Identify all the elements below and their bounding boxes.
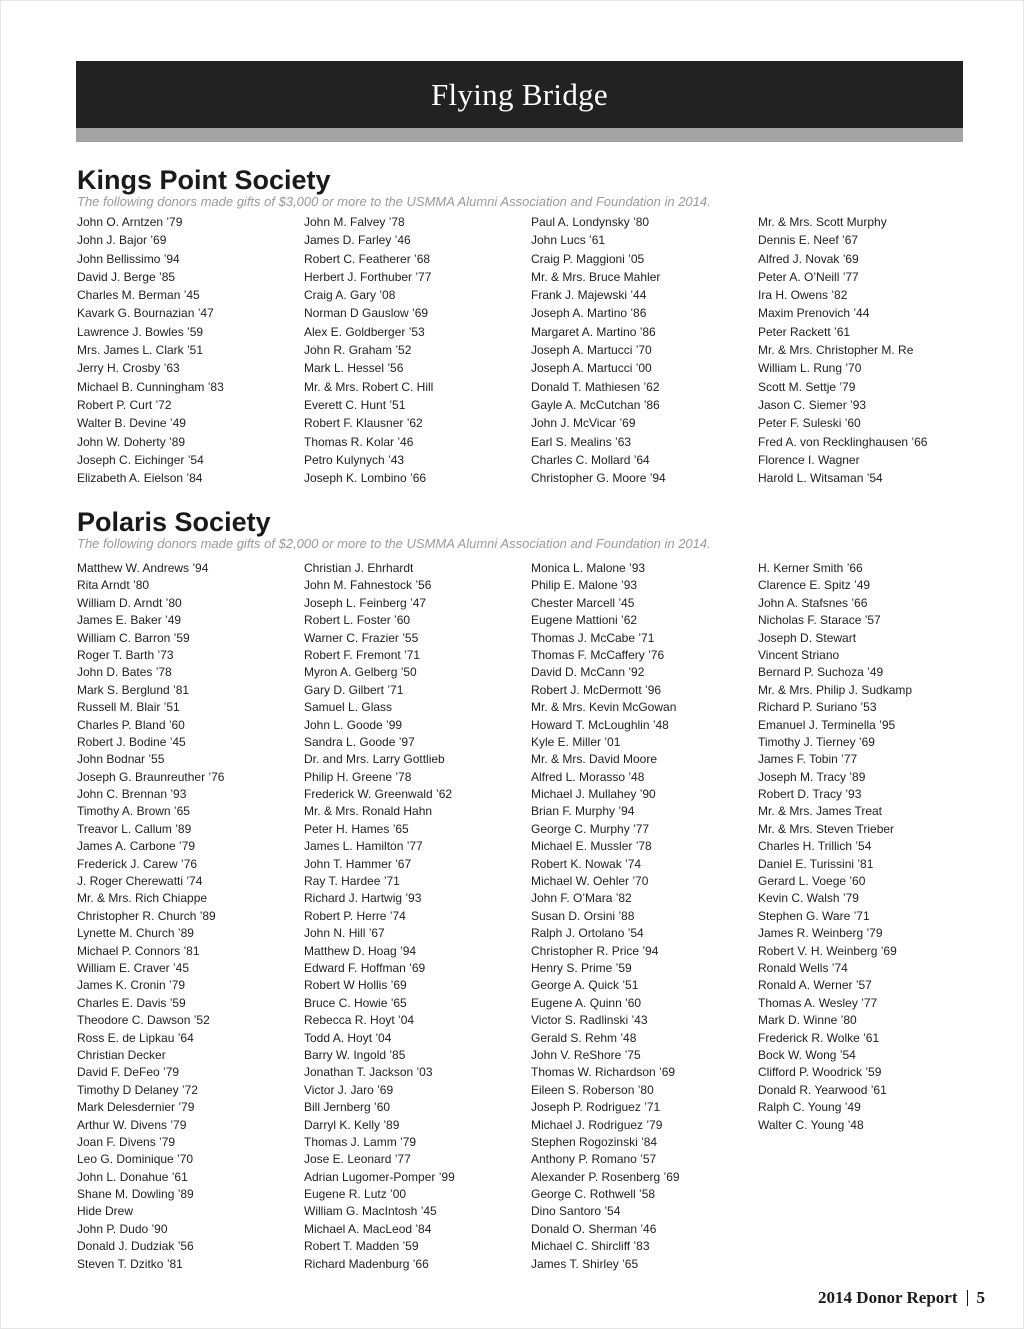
- donor-name: Clarence E. Spitz ’49: [758, 578, 871, 593]
- donor-name: Edward F. Hoffman ’69: [304, 960, 426, 975]
- donor-name: Joseph K. Lombino ’66: [304, 471, 427, 486]
- donor-name: Christopher R. Church ’89: [77, 908, 216, 923]
- donor-name: Elizabeth A. Eielson ’84: [77, 471, 203, 486]
- donor-name: William E. Craver ’45: [77, 960, 190, 975]
- donor-name: Herbert J. Forthuber ’77: [304, 269, 432, 284]
- donor-name: Mr. & Mrs. Ronald Hahn: [304, 804, 433, 819]
- donor-name: James R. Weinberg ’79: [758, 926, 883, 941]
- donor-name: Peter A. O’Neill ’77: [758, 269, 859, 284]
- donor-name: Roger T. Barth ’73: [77, 647, 174, 662]
- donor-name: Robert J. McDermott ’96: [531, 682, 662, 697]
- donor-name: James T. Shirley ’65: [531, 1256, 639, 1271]
- donor-column: [758, 560, 985, 1273]
- donor-column: [758, 213, 985, 487]
- donor-name: Michael W. Oehler ’70: [531, 874, 649, 889]
- donor-name: Robert C. Featherer ’68: [304, 251, 431, 266]
- donor-name: John Bellissimo ’94: [77, 251, 180, 266]
- donor-name: Victor S. Radlinski ’43: [531, 1013, 648, 1028]
- donor-name: Ray T. Hardee ’71: [304, 874, 400, 889]
- donor-name: Robert V. H. Weinberg ’69: [758, 943, 897, 958]
- donor-name: Timothy A. Brown ’65: [77, 804, 190, 819]
- donor-name: Robert K. Nowak ’74: [531, 856, 642, 871]
- donor-name: Kyle E. Miller ’01: [531, 734, 621, 749]
- donor-name: Norman D Gauslow ’69: [304, 306, 429, 321]
- donor-name: Kavark G. Bournazian ’47: [77, 306, 214, 321]
- donor-name: Ralph C. Young ’49: [758, 1100, 861, 1115]
- donor-name: Stephen G. Ware ’71: [758, 908, 870, 923]
- donor-name: John O. Arntzen ’79: [77, 215, 183, 229]
- donor-name: David J. Berge ’85: [77, 269, 176, 284]
- donor-name: Frederick J. Carew ’76: [77, 856, 198, 871]
- donor-name: Peter F. Suleski ’60: [758, 416, 861, 431]
- donor-name: Frank J. Majewski ’44: [531, 288, 647, 303]
- donor-name: Rebecca R. Hoyt ’04: [304, 1013, 415, 1028]
- donor-name: Mr. & Mrs. James Treat: [758, 804, 883, 819]
- donor-name: Samuel L. Glass: [304, 700, 393, 715]
- donor-column: [77, 213, 304, 487]
- donor-name: William G. MacIntosh ’45: [304, 1204, 437, 1219]
- donor-name: James L. Hamilton ’77: [304, 839, 423, 854]
- donor-name: Margaret A. Martino ’86: [531, 324, 656, 339]
- donor-name: Michael C. Shircliff ’83: [531, 1239, 650, 1254]
- donor-name: Gerard L. Voege ’60: [758, 874, 866, 889]
- donor-name: Charles M. Berman ’45: [77, 288, 200, 303]
- donor-name: Alexander P. Rosenberg ’69: [531, 1169, 680, 1184]
- donor-column: [304, 213, 531, 487]
- donor-name: Joseph A. Martino ’86: [531, 306, 647, 321]
- donor-name: John W. Doherty ’89: [77, 434, 186, 449]
- donor-name: Dino Santoro ’54: [531, 1204, 621, 1219]
- donor-name: Michael J. Rodriguez ’79: [531, 1117, 663, 1132]
- donor-name: Adrian Lugomer-Pomper ’99: [304, 1169, 455, 1184]
- donor-name: Donald O. Sherman ’46: [531, 1221, 657, 1236]
- banner-rule: [76, 128, 963, 142]
- donor-name: Gary D. Gilbert ’71: [304, 682, 404, 697]
- donor-name: Lawrence J. Bowles ’59: [77, 324, 204, 339]
- donor-name: Alex E. Goldberger ’53: [304, 324, 425, 339]
- donor-name: Treavor L. Callum ’89: [77, 821, 192, 836]
- donor-name: H. Kerner Smith ’66: [758, 561, 863, 575]
- donor-name: Robert D. Tracy ’93: [758, 787, 862, 802]
- donor-name: Mark L. Hessel ’56: [304, 361, 404, 376]
- donor-name: John D. Bates ’78: [77, 665, 172, 680]
- donor-name: Walter B. Devine ’49: [77, 416, 186, 431]
- page-header-banner: [76, 61, 963, 128]
- donor-name: Dr. and Mrs. Larry Gottlieb: [304, 752, 445, 767]
- donor-name: Clifford P. Woodrick ’59: [758, 1065, 882, 1080]
- donor-name: Joseph A. Martucci ’70: [531, 343, 652, 358]
- donor-name: Robert W Hollis ’69: [304, 978, 407, 993]
- donor-name: J. Roger Cherewatti ’74: [77, 874, 203, 889]
- donor-name: Walter C. Young ’48: [758, 1117, 864, 1132]
- donor-name: Jason C. Siemer ’93: [758, 397, 867, 412]
- donor-name: William L. Rung ’70: [758, 361, 862, 376]
- donor-name: Robert J. Bodine ’45: [77, 734, 186, 749]
- donor-name: Robert P. Curt ’72: [77, 397, 172, 412]
- section-title: Kings Point Society: [77, 165, 331, 195]
- donor-name: Scott M. Settje ’79: [758, 379, 856, 394]
- donor-name: Mark D. Winne ’80: [758, 1013, 857, 1028]
- donor-name: John Bodnar ’55: [77, 752, 165, 767]
- donor-name: Susan D. Orsini ’88: [531, 908, 635, 923]
- donor-name: John N. Hill ’67: [304, 926, 385, 941]
- donor-name: Mr. & Mrs. Philip J. Sudkamp: [758, 682, 913, 697]
- donor-name: Vincent Striano: [758, 647, 840, 662]
- page-number: 5: [976, 1288, 985, 1307]
- donor-name: Russell M. Blair ’51: [77, 700, 180, 715]
- donor-name: Robert F. Klausner ’62: [304, 416, 423, 431]
- donor-name: John Lucs ’61: [531, 233, 606, 248]
- donor-name: John R. Graham ’52: [304, 343, 412, 358]
- donor-name: Mr. & Mrs. Rich Chiappe: [77, 891, 208, 906]
- donor-name: Alfred L. Morasso ’48: [531, 769, 645, 784]
- donor-name: Robert T. Madden ’59: [304, 1239, 419, 1254]
- donor-name: Michael J. Mullahey ’90: [531, 787, 656, 802]
- donor-name: Fred A. von Recklinghausen ’66: [758, 434, 928, 449]
- donor-name: Theodore C. Dawson ’52: [77, 1013, 210, 1028]
- donor-name: James D. Farley ’46: [304, 233, 411, 248]
- donor-name: Philip E. Malone ’93: [531, 578, 638, 593]
- donor-name: Thomas F. McCaffery ’76: [531, 647, 665, 662]
- donor-name: Thomas R. Kolar ’46: [304, 434, 414, 449]
- footer-separator: [967, 1290, 968, 1306]
- donor-name: Joseph C. Eichinger ’54: [77, 452, 204, 467]
- donor-column: [304, 560, 531, 1273]
- donor-name: John M. Fahnestock ’56: [304, 578, 432, 593]
- donor-name: Paul A. Londynsky ’80: [531, 215, 650, 229]
- donor-name: Ronald Wells ’74: [758, 960, 848, 975]
- donor-name: Joseph M. Tracy ’89: [758, 769, 866, 784]
- report-title: 2014 Donor Report: [818, 1288, 958, 1307]
- donor-name: Jerry H. Crosby ’63: [77, 361, 180, 376]
- donor-name: Chester Marcell ’45: [531, 595, 635, 610]
- donor-name: Mr. & Mrs. Christopher M. Re: [758, 343, 914, 358]
- donor-name: Myron A. Gelberg ’50: [304, 665, 417, 680]
- donor-name: Arthur W. Divens ’79: [77, 1117, 187, 1132]
- donor-name: Jose E. Leonard ’77: [304, 1152, 411, 1167]
- donor-name: Thomas J. Lamm ’79: [304, 1134, 417, 1149]
- donor-name: John L. Donahue ’61: [77, 1169, 188, 1184]
- donor-name: John L. Goode ’99: [304, 717, 403, 732]
- donor-name: Thomas J. McCabe ’71: [531, 630, 655, 645]
- donor-name: James F. Tobin ’77: [758, 752, 858, 767]
- donor-name: Steven T. Dzitko ’81: [77, 1256, 183, 1271]
- donor-name: Brian F. Murphy ’94: [531, 804, 635, 819]
- donor-name: Charles H. Trillich ’54: [758, 839, 872, 854]
- donor-name: Shane M. Dowling ’89: [77, 1187, 194, 1202]
- donor-name: Mark Delesdernier ’79: [77, 1100, 195, 1115]
- donor-name: Harold L. Witsaman ’54: [758, 471, 883, 486]
- donor-name: Eugene Mattioni ’62: [531, 613, 638, 628]
- donor-name: Michael B. Cunningham ’83: [77, 379, 224, 394]
- donor-name: John P. Dudo ’90: [77, 1221, 168, 1236]
- donor-name: Mark S. Berglund ’81: [77, 682, 190, 697]
- donor-name: Richard P. Suriano ’53: [758, 700, 877, 715]
- donor-name: Joseph L. Feinberg ’47: [304, 595, 427, 610]
- donor-name: Richard Madenburg ’66: [304, 1256, 429, 1271]
- donor-name: Charles P. Bland ’60: [77, 717, 185, 732]
- donor-name: Kevin C. Walsh ’79: [758, 891, 859, 906]
- donor-name: Christopher G. Moore ’94: [531, 471, 666, 486]
- donor-name: John J. McVicar ’69: [531, 416, 636, 431]
- donor-name: Donald R. Yearwood ’61: [758, 1082, 887, 1097]
- section-subtitle: The following donors made gifts of $2,000 or more to the USMMA Alumni Association and Foundation in 2014.: [77, 536, 711, 551]
- donor-name: Thomas W. Richardson ’69: [531, 1065, 676, 1080]
- donor-name: Mr. & Mrs. Bruce Mahler: [531, 269, 661, 284]
- donor-name: Donald T. Mathiesen ’62: [531, 379, 660, 394]
- donor-name: Peter Rackett ’61: [758, 324, 851, 339]
- donor-name: Frederick W. Greenwald ’62: [304, 787, 453, 802]
- donor-column: [77, 560, 304, 1273]
- donor-name: Christopher R. Price ’94: [531, 943, 659, 958]
- donor-name: Florence I. Wagner: [758, 452, 860, 467]
- donor-name: Nicholas F. Starace ’57: [758, 613, 881, 628]
- donor-name: Philip H. Greene ’78: [304, 769, 412, 784]
- donor-name: Bock W. Wong ’54: [758, 1047, 856, 1062]
- donor-name: Bruce C. Howie ’65: [304, 995, 407, 1010]
- donor-name: George C. Rothwell ’58: [531, 1187, 656, 1202]
- donor-name: George A. Quick ’51: [531, 978, 639, 993]
- donor-name: John T. Hammer ’67: [304, 856, 412, 871]
- donor-name: Frederick R. Wolke ’61: [758, 1030, 880, 1045]
- kings-point-society-section: [77, 166, 964, 487]
- donor-name: John A. Stafsnes ’66: [758, 595, 868, 610]
- donor-name: Joan F. Divens ’79: [77, 1134, 176, 1149]
- page-footer: [818, 1288, 985, 1308]
- donor-name: William C. Barron ’59: [77, 630, 190, 645]
- donor-name: Maxim Prenovich ’44: [758, 306, 870, 321]
- donor-name: Mr. & Mrs. Kevin McGowan: [531, 700, 677, 715]
- donor-name: Mr. & Mrs. David Moore: [531, 752, 658, 767]
- donor-name: William D. Arndt ’80: [77, 595, 182, 610]
- donor-name: Dennis E. Neef ’67: [758, 233, 859, 248]
- donor-name: Craig A. Gary ’08: [304, 288, 396, 303]
- section-subtitle: The following donors made gifts of $3,000 or more to the USMMA Alumni Association and Foundation in 2014.: [77, 194, 711, 209]
- donor-name: Mr. & Mrs. Robert C. Hill: [304, 379, 434, 394]
- donor-columns: [77, 560, 964, 1273]
- donor-name: Eugene A. Quinn ’60: [531, 995, 642, 1010]
- donor-name: Mr. & Mrs. Steven Trieber: [758, 821, 895, 836]
- donor-name: Howard T. McLoughlin ’48: [531, 717, 669, 732]
- donor-name: Stephen Rogozinski ’84: [531, 1134, 658, 1149]
- donor-name: Ronald A. Werner ’57: [758, 978, 872, 993]
- donor-name: Mr. & Mrs. Scott Murphy: [758, 215, 887, 229]
- donor-name: Craig P. Maggioni ’05: [531, 251, 645, 266]
- donor-name: Todd A. Hoyt ’04: [304, 1030, 392, 1045]
- donor-name: Michael A. MacLeod ’84: [304, 1221, 432, 1236]
- donor-name: Hide Drew: [77, 1204, 134, 1219]
- donor-name: Joseph D. Stewart: [758, 630, 857, 645]
- donor-column: [531, 560, 758, 1273]
- donor-name: John F. O’Mara ’82: [531, 891, 632, 906]
- donor-name: Daniel E. Turissini ’81: [758, 856, 874, 871]
- donor-name: Timothy J. Tierney ’69: [758, 734, 875, 749]
- donor-name: Darryl K. Kelly ’89: [304, 1117, 400, 1132]
- donor-name: Ira H. Owens ’82: [758, 288, 848, 303]
- donor-name: George C. Murphy ’77: [531, 821, 650, 836]
- donor-name: Petro Kulynych ’43: [304, 452, 405, 467]
- donor-name: Michael P. Connors ’81: [77, 943, 200, 958]
- donor-name: Matthew W. Andrews ’94: [77, 561, 209, 575]
- donor-name: Thomas A. Wesley ’77: [758, 995, 878, 1010]
- donor-name: Ross E. de Lipkau ’64: [77, 1030, 194, 1045]
- donor-name: James A. Carbone ’79: [77, 839, 196, 854]
- donor-name: Timothy D Delaney ’72: [77, 1082, 198, 1097]
- donor-name: Matthew D. Hoag ’94: [304, 943, 417, 958]
- donor-name: Donald J. Dudziak ’56: [77, 1239, 194, 1254]
- donor-name: Everett C. Hunt ’51: [304, 397, 406, 412]
- donor-name: Rita Arndt ’80: [77, 578, 150, 593]
- donor-name: Robert P. Herre ’74: [304, 908, 406, 923]
- donor-name: Henry S. Prime ’59: [531, 960, 632, 975]
- donor-name: David D. McCann ’92: [531, 665, 645, 680]
- donor-name: Charles E. Davis ’59: [77, 995, 186, 1010]
- banner-title: Flying Bridge: [431, 76, 608, 112]
- donor-name: Joseph G. Braunreuther ’76: [77, 769, 225, 784]
- donor-name: James E. Baker ’49: [77, 613, 182, 628]
- donor-name: Emanuel J. Terminella ’95: [758, 717, 896, 732]
- donor-name: Bill Jernberg ’60: [304, 1100, 391, 1115]
- donor-name: Eileen S. Roberson ’80: [531, 1082, 654, 1097]
- donor-name: Robert L. Foster ’60: [304, 613, 411, 628]
- donor-name: Peter H. Hames ’65: [304, 821, 409, 836]
- donor-name: Warner C. Frazier ’55: [304, 630, 419, 645]
- donor-name: John C. Brennan ’93: [77, 787, 187, 802]
- donor-name: Barry W. Ingold ’85: [304, 1047, 406, 1062]
- donor-name: Mrs. James L. Clark ’51: [77, 343, 204, 358]
- donor-name: John M. Falvey ’78: [304, 215, 405, 229]
- donor-columns: [77, 213, 964, 487]
- donor-name: Lynette M. Church ’89: [77, 926, 194, 941]
- donor-name: Monica L. Malone ’93: [531, 561, 646, 575]
- donor-name: Leo G. Dominique ’70: [77, 1152, 194, 1167]
- donor-name: Michael E. Mussler ’78: [531, 839, 652, 854]
- donor-name: Gayle A. McCutchan ’86: [531, 397, 660, 412]
- donor-name: Christian J. Ehrhardt: [304, 561, 414, 575]
- donor-name: Ralph J. Ortolano ’54: [531, 926, 644, 941]
- donor-name: Joseph A. Martucci ’00: [531, 361, 652, 376]
- donor-name: David F. DeFeo ’79: [77, 1065, 180, 1080]
- donor-name: Eugene R. Lutz ’00: [304, 1187, 407, 1202]
- donor-name: Joseph P. Rodriguez ’71: [531, 1100, 661, 1115]
- donor-name: Bernard P. Suchoza ’49: [758, 665, 884, 680]
- donor-name: James K. Cronin ’79: [77, 978, 186, 993]
- donor-name: John J. Bajor ’69: [77, 233, 167, 248]
- donor-column: [531, 213, 758, 487]
- donor-name: Victor J. Jaro ’69: [304, 1082, 394, 1097]
- section-title: Polaris Society: [77, 507, 271, 537]
- donor-name: Richard J. Hartwig ’93: [304, 891, 422, 906]
- donor-name: Alfred J. Novak ’69: [758, 251, 859, 266]
- donor-name: Anthony P. Romano ’57: [531, 1152, 657, 1167]
- donor-name: Gerald S. Rehm ’48: [531, 1030, 637, 1045]
- polaris-society-section: [77, 508, 964, 1273]
- donor-name: Christian Decker: [77, 1047, 166, 1062]
- donor-name: Sandra L. Goode ’97: [304, 734, 415, 749]
- donor-name: Earl S. Mealins ’63: [531, 434, 632, 449]
- donor-name: Jonathan T. Jackson ’03: [304, 1065, 433, 1080]
- donor-name: John V. ReShore ’75: [531, 1047, 641, 1062]
- donor-name: Robert F. Fremont ’71: [304, 647, 421, 662]
- donor-name: Charles C. Mollard ’64: [531, 452, 650, 467]
